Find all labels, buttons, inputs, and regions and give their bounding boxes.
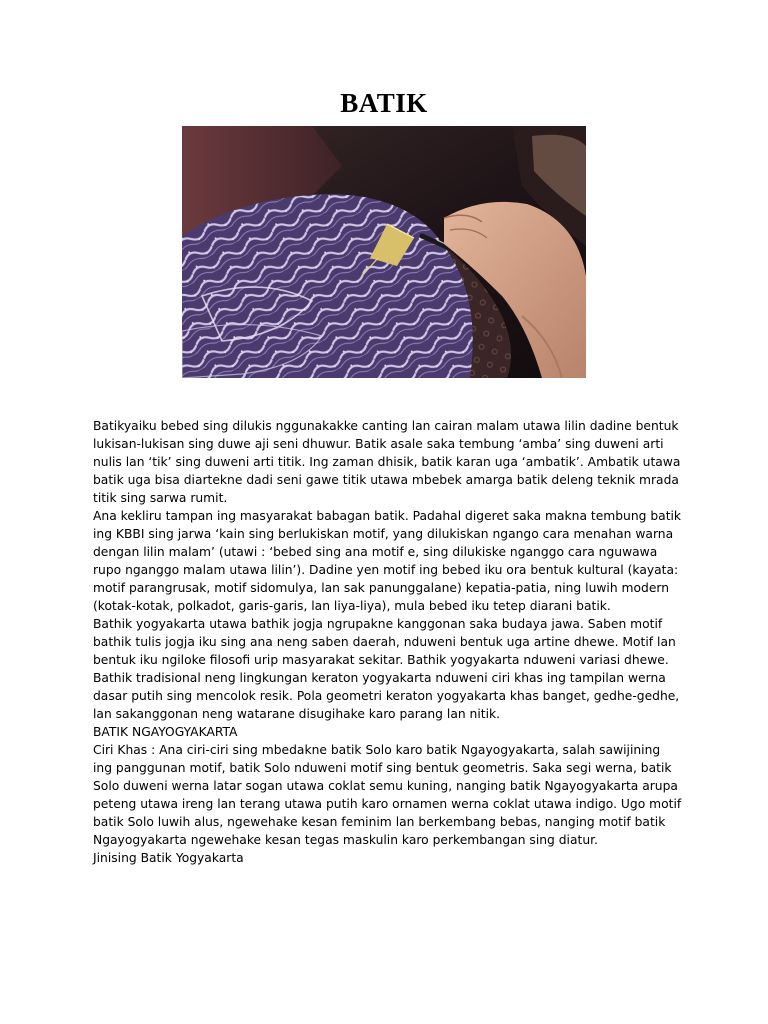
section-heading: BATIK NGAYOGYAKARTA <box>93 725 238 739</box>
paragraph-misconception: Ana kekliru tampan ing masyarakat babagan batik. Padahal digeret saka makna tembung batik ing KBBI sing jarwa ‘kain sing berlukiskan motif, yang dilukiskan ngango cara menahan warna dengan lilin malam’ (utawi : ‘bebed sing ana motif e, sing dilukiske nganggo cara nguwawa rupo nganggo malam utawa lilin’). Dadine yen motif ing bebed iku ora bentuk kultural (kayata: motif parangrusak, motif sidomulya, lan sak panunggalane) kepatia-patia, ning luwih modern (kotak-kotak, polkadot, garis-garis, lan liya-liya), mula bebed iku tetep diarani batik. <box>93 509 682 613</box>
paragraph-yogyakarta: Bathik yogyakarta utawa bathik jogja ngrupakne kanggonan saka budaya jawa. Saben motif bathik tulis jogja iku sing ana neng saben daerah, nduweni bentuk uga artine dhewe. Motif lan bentuk iku ngiloke filosofi urip masyarakat sekitar. Bathik yogyakarta nduweni variasi dhewe. Bathik tradisional neng lingkungan keraton yogyakarta nduweni ciri khas ing tampilan werna dasar putih sing mencolok resik. Pola geometri keraton yogyakarta khas banget, gedhe-gedhe, lan sakanggonan neng watarane disugihake karo parang lan nitik. <box>93 617 680 721</box>
paragraph-definition: Batikyaiku bebed sing dilukis nggunakakke canting lan cairan malam utawa lilin dadine bentuk lukisan-lukisan sing duwe aji seni dhuwur. Batik asale saka tembung ‘amba’ sing duweni arti nulis lan ‘tik’ sing duweni arti titik. Ing zaman dhisik, batik karan uga ‘ambatik’. Ambatik utawa batik uga bisa diartekne dadi seni gawe titik utawa mbebek amarga batik deleng teknik mrada titik sing sarwa rumit. <box>93 419 681 505</box>
batik-photo <box>182 126 586 378</box>
paragraph-characteristics: Ciri Khas : Ana ciri-ciri sing mbedakne batik Solo karo batik Ngayogyakarta, salah sawijining ing panggunan motif, batik Solo nduweni motif sing bentuk geometris. Saka segi werna, batik Solo duweni werna latar sogan utawa coklat semu kuning, nanging batik Ngayogyakarta arupa peteng utawa ireng lan terang utawa putih karo ornamen werna coklat utawa indigo. Ugo motif batik Solo luwih alus, ngewehake kesan feminim lan berkembang bebas, nanging motif batik Ngayogyakarta ngewehake kesan tegas maskulin karo perkembangan sing diatur. <box>93 743 682 847</box>
page-title: BATIK <box>340 88 428 118</box>
article-body <box>93 417 683 867</box>
section-heading-types: Jinising Batik Yogyakarta <box>93 851 244 865</box>
